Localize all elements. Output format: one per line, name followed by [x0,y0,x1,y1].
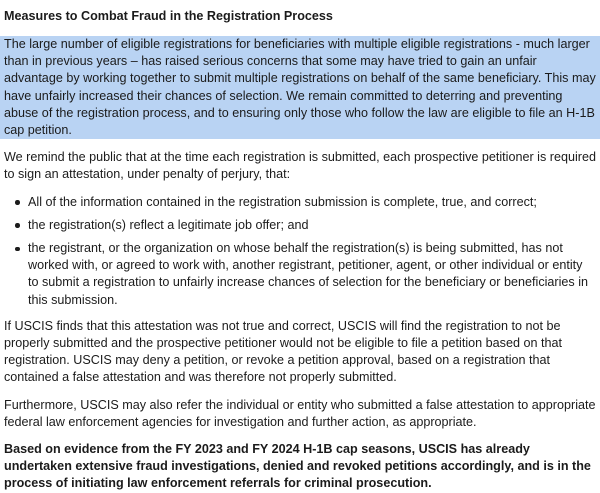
attestation-list [4,194,596,309]
reminder-paragraph: We remind the public that at the time each registration is submitted, each prospective petitioner is required to sign an attestation, under penalty of perjury, that: [4,150,596,182]
list-item: All of the information contained in the registration submission is complete, true, and correct; [28,194,596,211]
list-item: the registration(s) reflect a legitimate job offer; and [28,217,596,234]
enforcement-paragraph: Based on evidence from the FY 2023 and FY 2024 H-1B cap seasons, USCIS has already undertaken extensive fraud investigations, denied and revoked petitions accordingly, and is in the process of initiating law enforcement referrals for criminal prosecution. [4,442,591,491]
highlighted-paragraph[interactable]: The large number of eligible registrations for beneficiaries with multiple eligible registrations - much larger than in previous years – has raised serious concerns that some may have tried to gain an unfair advantage by working together to submit multiple registrations on behalf of the same beneficiary. This may have unfairly increased their chances of selection. We remain committed to deterring and preventing abuse of the registration process, and to ensuring only those who follow the law are eligible to file an H-1B cap petition. [0,36,600,139]
section-heading: Measures to Combat Fraud in the Registration Process [4,9,333,23]
list-item: the registrant, or the organization on whose behalf the registration(s) is being submitted, has not worked with, or agreed to work with, another registrant, petitioner, agent, or other individual or entity to submit a registration to unfairly increase chances of selection for the beneficiary or beneficiaries in this submission. [28,240,596,309]
consequence-paragraph: If USCIS finds that this attestation was not true and correct, USCIS will find the registration to not be properly submitted and the prospective petitioner would not be eligible to file a petition based on that registration. USCIS may deny a petition, or revoke a petition approval, based on a registration that contained a false attestation and was therefore not properly submitted. [4,318,562,385]
referral-paragraph: Furthermore, USCIS may also refer the individual or entity who submitted a false attestation to appropriate federal law enforcement agencies for investigation and further action, as appropriate. [4,397,596,429]
